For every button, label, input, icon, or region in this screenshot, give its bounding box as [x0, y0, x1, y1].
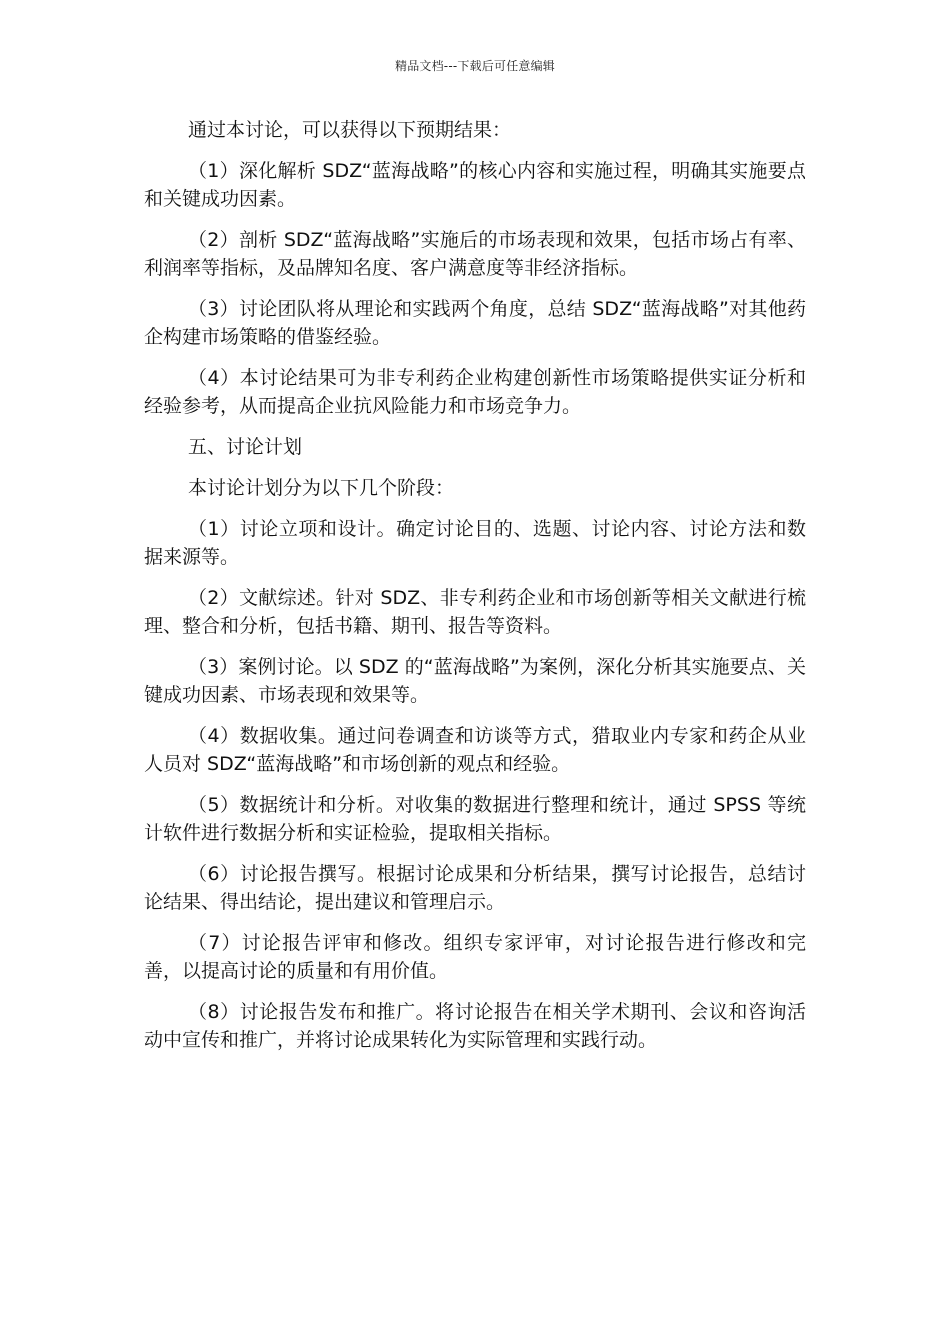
- plan-stage-1: （1）讨论立项和设计。确定讨论目的、选题、讨论内容、讨论方法和数据来源等。: [144, 518, 806, 568]
- expected-result-3: （3）讨论团队将从理论和实践两个角度，总结 SDZ“蓝海战略”对其他药企构建市场策略的借鉴经验。: [144, 298, 806, 348]
- intro-paragraph: 通过本讨论，可以获得以下预期结果：: [188, 119, 512, 141]
- plan-stage-2: （2）文献综述。针对 SDZ、非专利药企业和市场创新等相关文献进行梳理、整合和分析，包括书籍、期刊、报告等资料。: [144, 587, 806, 637]
- document-body: [144, 116, 806, 1067]
- expected-result-2: （2）剖析 SDZ“蓝海战略”实施后的市场表现和效果，包括市场占有率、利润率等指标，及品牌知名度、客户满意度等非经济指标。: [144, 229, 806, 279]
- plan-stage-5: （5）数据统计和分析。对收集的数据进行整理和统计，通过 SPSS 等统计软件进行数据分析和实证检验，提取相关指标。: [144, 794, 806, 844]
- plan-stage-3: （3）案例讨论。以 SDZ 的“蓝海战略”为案例，深化分析其实施要点、关键成功因素、市场表现和效果等。: [144, 656, 806, 706]
- plan-stage-7: （7）讨论报告评审和修改。组织专家评审，对讨论报告进行修改和完善，以提高讨论的质量和有用价值。: [144, 932, 806, 982]
- plan-stage-4: （4）数据收集。通过问卷调查和访谈等方式，猎取业内专家和药企从业人员对 SDZ“蓝海战略”和市场创新的观点和经验。: [144, 725, 806, 775]
- expected-result-4: （4）本讨论结果可为非专利药企业构建创新性市场策略提供实证分析和经验参考，从而提高企业抗风险能力和市场竞争力。: [144, 367, 806, 417]
- plan-intro-paragraph: 本讨论计划分为以下几个阶段：: [188, 477, 455, 499]
- section-heading: 五、讨论计划: [188, 436, 303, 458]
- plan-stage-8: （8）讨论报告发布和推广。将讨论报告在相关学术期刊、会议和咨询活动中宣传和推广，并将讨论成果转化为实际管理和实践行动。: [144, 1001, 806, 1051]
- page-header: 精品文档---下载后可任意编辑: [395, 59, 555, 73]
- expected-result-1: （1）深化解析 SDZ“蓝海战略”的核心内容和实施过程，明确其实施要点和关键成功因素。: [144, 160, 806, 210]
- plan-stage-6: （6）讨论报告撰写。根据讨论成果和分析结果，撰写讨论报告，总结讨论结果、得出结论，提出建议和管理启示。: [144, 863, 806, 913]
